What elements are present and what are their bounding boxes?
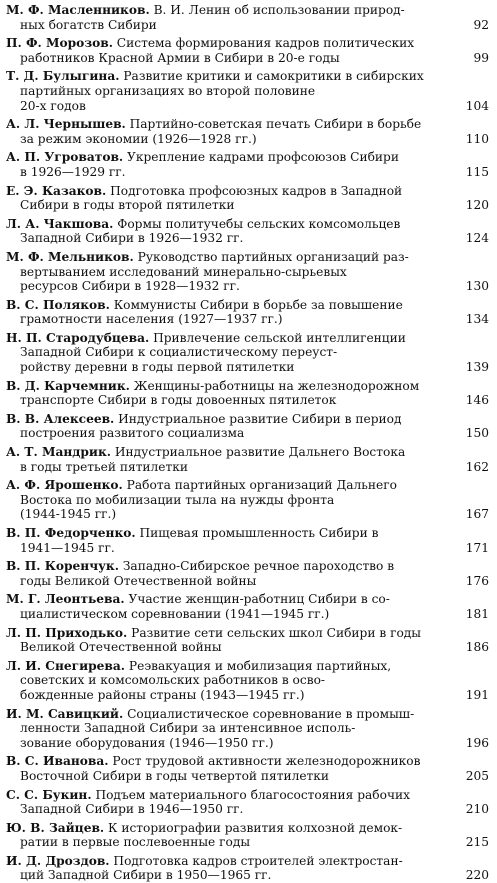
entry-continuation-line: Востока по мобилизации тыла на нужды фронта (20, 492, 335, 507)
entry-author: М. Ф. Масленников. (6, 3, 150, 17)
entry-page-number: 139 (465, 360, 489, 375)
entry-author: Л. А. Чакшова. (6, 216, 114, 231)
toc-entry (6, 478, 489, 522)
entry-continuation-line: ресурсов Сибири в 1928—1932 гг. (20, 279, 240, 294)
entry-continuation-line: зование оборудования (1946—1950 гг.) (20, 735, 274, 750)
entry-page-number: 162 (465, 459, 489, 474)
entry-page-number: 186 (465, 640, 489, 655)
entry-first-line: В. П. Федорченко. Пищевая промышленность Сибири в (6, 526, 379, 540)
entry-first-line: В. С. Поляков. Коммунисты Сибири в борьбе за повышение (6, 297, 403, 312)
entry-page-number: 176 (465, 573, 489, 588)
entry-page-number: 150 (465, 426, 489, 441)
entry-first-line: М. Г. Леонтьева. Участие женщин-работниц Сибири в со- (6, 592, 390, 607)
entry-author: В. П. Федорченко. (6, 526, 136, 540)
entry-author: Н. П. Стародубцева. (6, 330, 150, 345)
entry-page-number: 104 (465, 98, 489, 113)
entry-author: П. Ф. Морозов. (6, 36, 113, 51)
toc-entry (6, 445, 489, 474)
entry-page-number: 196 (465, 735, 489, 750)
entry-first-line: В. С. Иванова. Рост трудовой активности железнодорожников (6, 754, 421, 769)
entry-continuation-line: вертыванием исследований минерально-сырьевых (20, 264, 347, 279)
entry-author: А. Л. Чернышев. (6, 117, 126, 132)
toc-entry (6, 526, 489, 555)
entry-author: В. С. Поляков. (6, 297, 110, 312)
toc-entry (6, 250, 489, 294)
entry-page-number: 181 (465, 606, 489, 621)
entry-continuation-line: циалистическом соревновании (1941—1945 гг.) (20, 606, 330, 621)
entry-page-number: 171 (465, 540, 489, 555)
entry-page-number: 205 (465, 768, 489, 783)
entry-page-number: 92 (473, 17, 489, 32)
entry-author: В. П. Коренчук. (6, 559, 119, 574)
entry-continuation-line: 20-х годов (20, 98, 86, 113)
entry-author: А. П. Угроватов. (6, 150, 124, 165)
entry-page-number: 134 (465, 312, 489, 327)
entry-first-line: В. Д. Карчемник. Женщины-работницы на железнодорожном (6, 378, 420, 393)
entry-continuation-line: советских и комсомольских работников в осво- (20, 673, 326, 688)
entry-continuation-line: Сибири в годы второй пятилетки (20, 198, 235, 213)
entry-page-number: 124 (465, 231, 489, 246)
entry-page-number: 210 (465, 802, 489, 817)
toc-entry (6, 150, 489, 179)
entry-continuation-line: ройству деревни в годы первой пятилетки (20, 360, 295, 375)
toc-entry (6, 854, 489, 883)
toc-entry (6, 788, 489, 817)
entry-continuation-line: работников Красной Армии в Сибири в 20-е годы (20, 50, 340, 65)
entry-continuation-line: божденные районы страны (1943—1945 гг.) (20, 687, 305, 702)
entry-continuation-line: партийных организациях во второй половине (20, 83, 316, 98)
entry-author: В. Д. Карчемник. (6, 378, 130, 393)
entry-continuation-line: ленности Западной Сибири за интенсивное исполь- (20, 721, 356, 736)
entry-first-line: П. Ф. Морозов. Система формирования кадров политических (6, 36, 415, 51)
entry-first-line: А. Т. Мандрик. Индустриальное развитие Дальнего Востока (6, 445, 406, 460)
entry-page-number: 115 (465, 164, 489, 179)
entry-first-line: В. В. Алексеев. Индустриальное развитие Сибири в период (6, 411, 402, 426)
entry-page-number: 146 (465, 393, 489, 408)
entry-page-number: 167 (465, 507, 489, 522)
entry-author: В. С. Иванова. (6, 754, 109, 769)
entry-continuation-line: Западной Сибири в 1946—1950 гг. (20, 802, 244, 817)
entry-continuation-line: Западной Сибири к социалистическому переуст- (20, 345, 338, 360)
entry-page-number: 130 (465, 279, 489, 294)
toc-entry (6, 3, 489, 32)
toc-entry (6, 707, 489, 751)
entry-continuation-line: ций Западной Сибири в 1950—1965 гг. (20, 868, 272, 883)
toc-entry (6, 626, 489, 655)
entry-first-line: И. М. Савицкий. Социалистическое соревнование в промыш- (6, 706, 415, 721)
entry-author: С. С. Букин. (6, 787, 92, 802)
entry-page-number: 215 (465, 835, 489, 850)
entry-first-line: Л. А. Чакшова. Формы политучебы сельских комсомольцев (6, 216, 401, 231)
entry-first-line: В. П. Коренчук. Западно-Сибирское речное пароходство в (6, 559, 395, 574)
entry-first-line: И. Д. Дроздов. Подготовка кадров строителей электростан- (6, 853, 403, 868)
toc-entry (6, 754, 489, 783)
entry-author: А. Т. Мандрик. (6, 445, 112, 460)
entry-author: А. Ф. Ярошенко. (6, 478, 123, 493)
entry-page-number: 191 (465, 687, 489, 702)
entry-continuation-line: в годы третьей пятилетки (20, 459, 188, 474)
entry-author: Ю. В. Зайцев. (6, 820, 105, 835)
entry-author: Е. Э. Казаков. (6, 183, 107, 198)
toc-entry (6, 298, 489, 327)
toc-entry (6, 379, 489, 408)
toc-entry (6, 559, 489, 588)
entry-author: Л. П. Приходько. (6, 625, 128, 640)
entry-author: М. Г. Леонтьева. (6, 592, 125, 607)
entry-page-number: 110 (465, 131, 489, 146)
toc-entry (6, 69, 489, 113)
entry-author: В. В. Алексеев. (6, 411, 115, 426)
entry-continuation-line: ратии в первые послевоенные годы (20, 835, 251, 850)
entry-page-number: 220 (465, 868, 489, 883)
entry-page-number: 120 (465, 198, 489, 213)
entry-continuation-line: транспорте Сибири в годы довоенных пятилеток (20, 393, 337, 408)
entry-page-number: 99 (473, 50, 489, 65)
entry-first-line: М. Ф. Мельников. Руководство партийных организаций раз- (6, 249, 409, 264)
entry-first-line: Т. Д. Булыгина. Развитие критики и самокритики в сибирских (6, 69, 424, 84)
entry-author: М. Ф. Мельников. (6, 249, 134, 264)
toc-entry (6, 592, 489, 621)
entry-first-line: Л. П. Приходько. Развитие сети сельских школ Сибири в годы (6, 625, 421, 640)
entry-first-line: Н. П. Стародубцева. Привлечение сельской интеллигенции (6, 330, 406, 345)
entry-continuation-line: Западной Сибири в 1926—1932 гг. (20, 231, 244, 246)
entry-continuation-line: построения развитого социализма (20, 426, 245, 441)
toc-entry (6, 36, 489, 65)
entry-first-line: М. Ф. Масленников. В. И. Ленин об использовании природ- (6, 3, 405, 17)
toc-entry (6, 184, 489, 213)
entry-continuation-line: годы Великой Отечественной войны (20, 573, 257, 588)
entry-continuation-line: Восточной Сибири в годы четвертой пятилетки (20, 768, 330, 783)
entry-first-line: Л. И. Снегирева. Реэвакуация и мобилизация партийных, (6, 658, 392, 673)
toc-entry (6, 659, 489, 703)
toc-entry (6, 331, 489, 375)
entry-continuation-line: ных богатств Сибири (20, 17, 157, 32)
toc-entry (6, 412, 489, 441)
toc-entry (6, 117, 489, 146)
entry-author: И. Д. Дроздов. (6, 853, 110, 868)
entry-continuation-line: грамотности населения (1927—1937 гг.) (20, 312, 283, 327)
entry-author: И. М. Савицкий. (6, 706, 124, 721)
entry-first-line: С. С. Букин. Подъем материального благосостояния рабочих (6, 787, 411, 802)
entry-first-line: Е. Э. Казаков. Подготовка профсоюзных кадров в Западной (6, 183, 403, 198)
entry-first-line: Ю. В. Зайцев. К историографии развития колхозной демок- (6, 820, 403, 835)
toc-entry (6, 821, 489, 850)
entry-author: Л. И. Снегирева. (6, 658, 126, 673)
entry-author: Т. Д. Булыгина. (6, 69, 120, 84)
entry-continuation-line: в 1926—1929 гг. (20, 164, 126, 179)
entry-first-line: А. Л. Чернышев. Партийно-советская печать Сибири в борьбе (6, 117, 422, 132)
entry-continuation-line: за режим экономии (1926—1928 гг.) (20, 131, 257, 146)
toc-entry (6, 217, 489, 246)
entry-continuation-line: Великой Отечественной войны (20, 640, 222, 655)
entry-first-line: А. Ф. Ярошенко. Работа партийных организаций Дальнего (6, 478, 397, 493)
entry-continuation-line: 1941—1945 гг. (20, 540, 115, 555)
entry-continuation-line: (1944-1945 гг.) (20, 507, 117, 522)
entry-first-line: А. П. Угроватов. Укрепление кадрами профсоюзов Сибири (6, 150, 399, 165)
